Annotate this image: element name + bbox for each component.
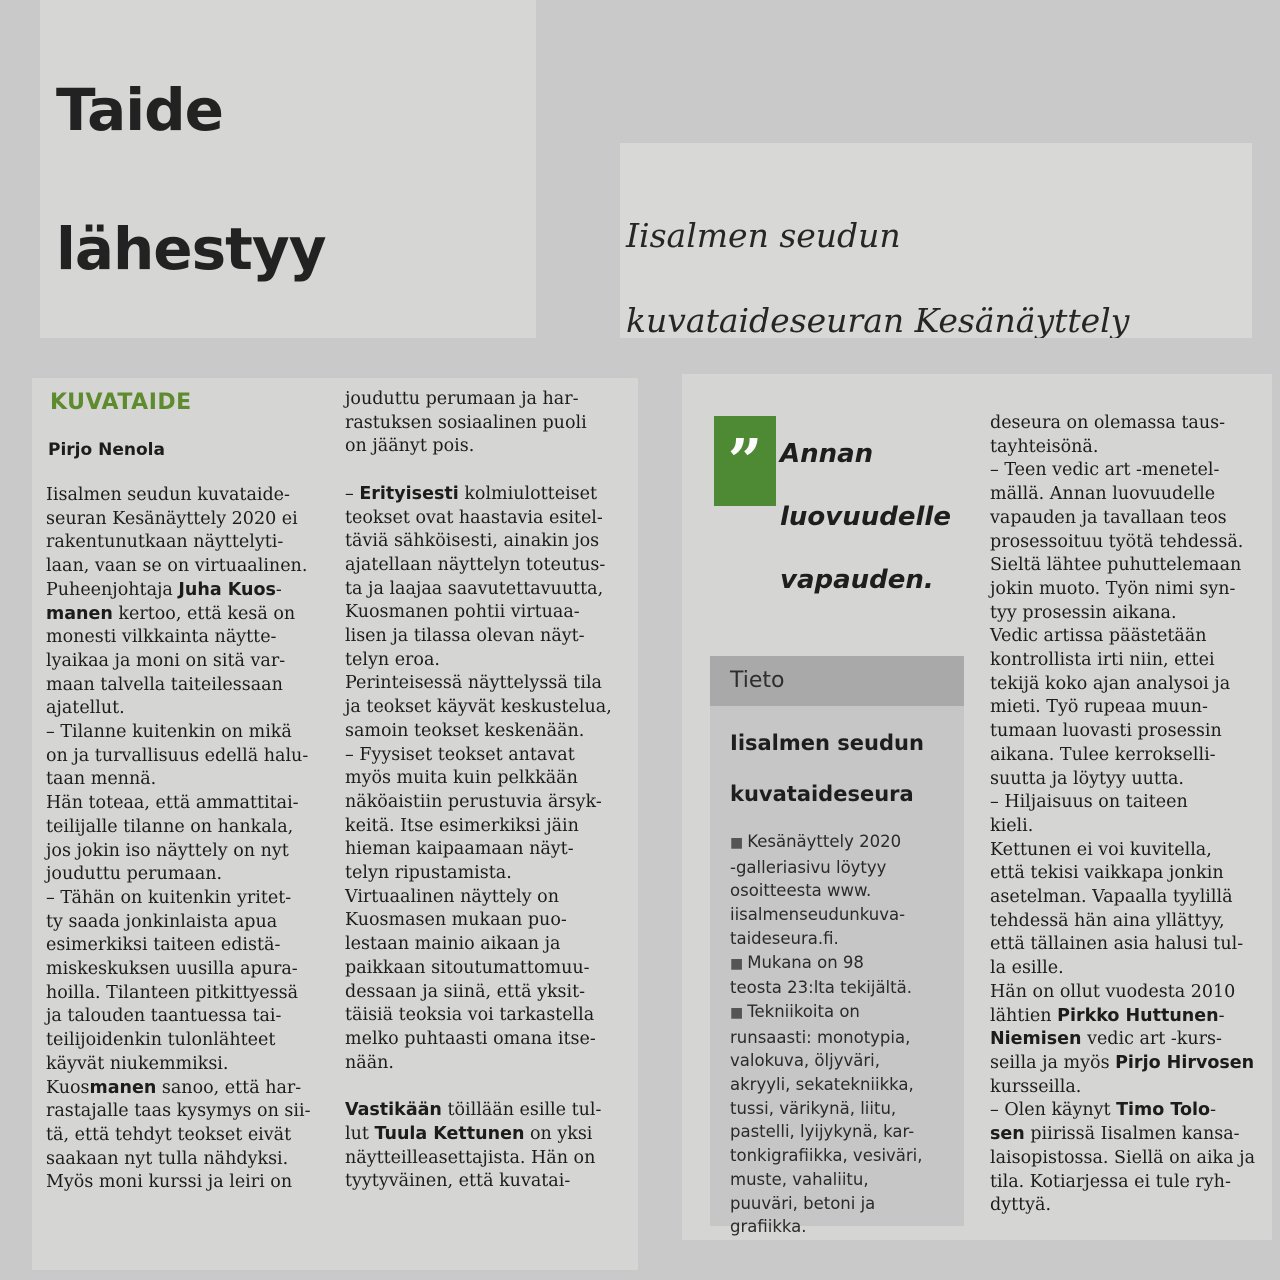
article-line: myös muita kuin pelkkään xyxy=(345,768,578,789)
info-box-item-text: teosta 23:lta tekijältä. xyxy=(730,978,912,998)
article-line: ta ja laajaa saavutettavuutta, xyxy=(345,578,604,599)
article-line: tyytyväinen, että kuvatai- xyxy=(345,1171,571,1192)
article-line: että tällainen asia halusi tul- xyxy=(990,934,1244,955)
article-line: kieli. xyxy=(990,815,1034,836)
info-box-title-line: kuvataideseura xyxy=(730,782,914,806)
article-line: on jäänyt pois. xyxy=(345,436,475,457)
info-box-title xyxy=(730,728,964,809)
article-line: melko puhtaasti omana itse- xyxy=(345,1028,596,1049)
article-line: Puheenjohtaja Juha Kuos- xyxy=(46,579,282,600)
article-line: asetelman. Vapaalla tyylillä xyxy=(990,887,1233,908)
article-line: esimerkiksi taiteen edistä- xyxy=(46,935,281,956)
article-line: tä, että tehdyt teokset eivät xyxy=(46,1124,292,1145)
article-line: lyaikaa ja moni on sitä var- xyxy=(46,650,286,671)
info-box-item-text: grafiikka. xyxy=(730,1217,807,1237)
article-line: lähtien Pirkko Huttunen- xyxy=(990,1005,1225,1026)
info-box-item-line xyxy=(730,1192,958,1216)
article-line: Iisalmen seudun kuvataide- xyxy=(46,485,290,505)
article-line: tekijä koko ajan analysoi ja xyxy=(990,673,1231,694)
article-line: ajatellut. xyxy=(46,698,125,719)
article-line: – Olen käynyt Timo Tolo- xyxy=(990,1100,1216,1121)
info-box-item-line xyxy=(730,879,958,903)
article-line: ja talouden taantuessa tai- xyxy=(46,1006,282,1027)
article-line: tumaan luovasti prosessin xyxy=(990,721,1222,742)
article-line: tyy prosessin aikana. xyxy=(990,602,1177,623)
article-line: saakaan nyt tulla nähdyksi. xyxy=(46,1148,289,1169)
article-line: Virtuaalinen näyttely on xyxy=(345,886,559,907)
article-line: ja teokset käyvät keskustelua, xyxy=(345,697,612,718)
info-box-list xyxy=(730,830,958,1239)
article-line: jouduttu perumaan. xyxy=(46,864,223,885)
square-bullet-icon: ■ xyxy=(730,955,744,972)
article-line: telyn ripustamista. xyxy=(345,863,512,884)
article-line: nään. xyxy=(345,1052,394,1073)
article-line: aikana. Tulee kerrokselli- xyxy=(990,744,1216,765)
article-line: jokin muoto. Työn nimi syn- xyxy=(990,578,1236,599)
article-line: kursseilla. xyxy=(990,1076,1082,1097)
article-line: sen piirissä Iisalmen kansa- xyxy=(990,1124,1240,1145)
article-line: täisiä teoksia voi tarkastella xyxy=(345,1005,595,1026)
article-line: rastuksen sosiaalinen puoli xyxy=(345,412,587,433)
article-line: rakentunutkaan näyttelyti- xyxy=(46,532,284,553)
section-label: KUVATAIDE xyxy=(50,390,192,415)
article-line: mällä. Annan luovuudelle xyxy=(990,484,1216,505)
article-line: jouduttu perumaan ja har- xyxy=(345,389,579,409)
article-line: jos jokin iso näyttely on nyt xyxy=(46,840,289,861)
info-box-item-text: tonkigrafiikka, vesiväri, xyxy=(730,1146,923,1166)
byline: Pirjo Nenola xyxy=(48,440,165,460)
deck-subheading xyxy=(626,177,1129,338)
quote-mark-icon: ” xyxy=(714,416,776,506)
info-box-item-text: -galleriasivu löytyy xyxy=(730,857,887,877)
info-box-item-line xyxy=(730,856,958,880)
article-line: Hän toteaa, että ammattitai- xyxy=(46,793,299,814)
article-line: teilijoidenkin tulonlähteet xyxy=(46,1030,276,1051)
article-line: laisopistossa. Siellä on aika ja xyxy=(990,1147,1256,1168)
article-line: prosessoituu työtä tehdessä. xyxy=(990,531,1244,552)
pull-quote-line: Annan xyxy=(780,439,874,469)
info-box-item-text: runsaasti: monotypia, xyxy=(730,1027,911,1047)
article-line: käyvät niukemmiksi. xyxy=(46,1053,229,1074)
info-box-item-line xyxy=(730,830,958,856)
info-box-item-line xyxy=(730,1049,958,1073)
article-line: paikkaan sitoutumattomuu- xyxy=(345,957,590,978)
square-bullet-icon: ■ xyxy=(730,1004,744,1021)
article-line: manen kertoo, että kesä on xyxy=(46,603,296,624)
article-line: teokset ovat haastavia esitel- xyxy=(345,507,603,528)
article-line: Kuosmanen pohtii virtuaa- xyxy=(345,602,580,623)
info-box-item-line xyxy=(730,1168,958,1192)
article-line: on ja turvallisuus edellä halu- xyxy=(46,745,309,766)
info-box-item-text: akryyli, sekatekniikka, xyxy=(730,1075,914,1095)
article-line: näytteilleasettajista. Hän on xyxy=(345,1147,596,1168)
info-box-item-text: Tekniikoita on xyxy=(747,1001,860,1021)
article-line: Niemisen vedic art -kurs- xyxy=(990,1029,1222,1050)
info-box-item-line xyxy=(730,1215,958,1239)
info-box-item-text: Kesänäyttely 2020 xyxy=(747,832,902,851)
info-box-item-line xyxy=(730,1097,958,1121)
info-box xyxy=(710,656,964,1237)
article-line: täviä sähköisesti, ainakin jos xyxy=(345,531,600,552)
article-line: taan mennä. xyxy=(46,769,157,790)
square-bullet-icon: ■ xyxy=(730,835,744,851)
article-line xyxy=(345,1075,627,1099)
info-box-item-text: puuväri, betoni ja xyxy=(730,1193,876,1213)
article-line: dyttyä. xyxy=(990,1195,1052,1216)
article-line: Vastikään töillään esille tul- xyxy=(345,1100,602,1121)
article-line: maan talvella taiteilessaan xyxy=(46,674,283,695)
headline-clipping xyxy=(40,0,536,338)
info-box-item-text: valokuva, öljyväri, xyxy=(730,1051,880,1071)
article-line: mieti. Työ rupeaa muun- xyxy=(990,697,1208,718)
article-line: tayhteisönä. xyxy=(990,436,1099,457)
article-line: Hän on ollut vuodesta 2010 xyxy=(990,981,1236,1002)
article-line: rastajalle taas kysymys on sii- xyxy=(46,1101,311,1122)
article-line: dessaan ja siinä, että yksit- xyxy=(345,981,586,1002)
article-line: lisen ja tilassa olevan näyt- xyxy=(345,626,585,647)
article-line: Kuosmasen mukaan puo- xyxy=(345,910,567,931)
deck-clipping xyxy=(620,143,1252,338)
article-line: miskeskuksen uusilla apura- xyxy=(46,959,298,980)
article-line: – Tähän on kuitenkin yritet- xyxy=(46,887,292,908)
article-line: Sieltä lähtee puhuttelemaan xyxy=(990,555,1242,576)
article-line: suutta ja löytyy uutta. xyxy=(990,768,1184,789)
article-column-1 xyxy=(46,484,326,1195)
info-box-item-line xyxy=(730,1144,958,1168)
article-line: näköaistiin perustuvia ärsyk- xyxy=(345,791,602,812)
info-box-item-text: Mukana on 98 xyxy=(747,952,864,972)
article-line: ty saada jonkinlaista apua xyxy=(46,911,278,932)
info-box-item-line xyxy=(730,903,958,927)
info-box-item-line xyxy=(730,976,958,1000)
headline-line: lähestyy xyxy=(56,215,326,283)
article-line: Kettunen ei voi kuvitella, xyxy=(990,839,1212,860)
info-box-item-text: taideseura.fi. xyxy=(730,928,839,948)
article-line: – Erityisesti kolmiulotteiset xyxy=(345,483,598,504)
headline-line: Taide xyxy=(56,76,223,144)
pull-quote-line: vapauden. xyxy=(780,565,934,595)
article-line: Perinteisessä näyttelyssä tila xyxy=(345,673,602,694)
article-line: monesti vilkkainta näytte- xyxy=(46,627,277,648)
article-line: Myös moni kurssi ja leiri on xyxy=(46,1172,293,1193)
pull-quote-line: luovuudelle xyxy=(780,502,951,532)
article-line: lut Tuula Kettunen on yksi xyxy=(345,1123,593,1144)
article-line: Vedic artissa päästetään xyxy=(990,626,1207,647)
article-clipping-left xyxy=(32,378,638,1270)
article-line: tehdessä hän aina yllättyy, xyxy=(990,910,1225,931)
article-line: – Fyysiset teokset antavat xyxy=(345,744,575,765)
article-line: deseura on olemassa taus- xyxy=(990,413,1226,433)
article-line: teilijalle tilanne on hankala, xyxy=(46,816,294,837)
article-line: la esille. xyxy=(990,958,1064,979)
article-line: keitä. Itse esimerkiksi jäin xyxy=(345,815,579,836)
article-line: vapauden ja tavallaan teos xyxy=(990,507,1227,528)
info-box-item-line xyxy=(730,951,958,977)
article-line: hieman kaipaamaan näyt- xyxy=(345,839,574,860)
deck-line: Iisalmen seudun xyxy=(626,216,901,255)
headline xyxy=(56,12,449,338)
article-line: – Hiljaisuus on taiteen xyxy=(990,792,1188,813)
article-line: tila. Kotiarjessa ei tule ryh- xyxy=(990,1171,1231,1192)
article-line: – Teen vedic art -menetel- xyxy=(990,460,1220,481)
article-line xyxy=(345,459,627,483)
article-line: että tekisi vaikkapa jonkin xyxy=(990,863,1224,884)
article-line: laan, vaan se on virtuaalinen. xyxy=(46,556,308,577)
info-box-title-line: Iisalmen seudun xyxy=(730,731,924,755)
info-box-item-line xyxy=(730,927,958,951)
info-box-item-text: iisalmenseudunkuva- xyxy=(730,905,906,925)
article-line: ajatellaan näyttelyn toteutus- xyxy=(345,554,606,575)
article-line: seuran Kesänäyttely 2020 ei xyxy=(46,508,298,529)
article-line: seilla ja myös Pirjo Hirvosen xyxy=(990,1052,1255,1073)
info-box-item-line xyxy=(730,1120,958,1144)
info-box-item-line xyxy=(730,1026,958,1050)
article-column-2 xyxy=(345,388,627,1194)
pull-quote xyxy=(780,410,951,625)
article-line: telyn eroa. xyxy=(345,649,440,670)
article-line: samoin teokset keskenään. xyxy=(345,720,585,741)
deck-line: kuvataideseuran Kesänäyttely xyxy=(626,301,1130,338)
info-box-item-text: pastelli, lyijykynä, kar- xyxy=(730,1122,915,1142)
info-box-item-text: tussi, värikynä, liitu, xyxy=(730,1098,897,1118)
article-line: – Tilanne kuitenkin on mikä xyxy=(46,722,292,743)
info-box-item-line xyxy=(730,1073,958,1097)
article-line: Kuosmanen sanoo, että har- xyxy=(46,1077,302,1098)
article-line: kontrollista irti niin, ettei xyxy=(990,650,1215,671)
article-line: lestaan mainio aikaan ja xyxy=(345,934,561,955)
info-box-item-text: osoitteesta www. xyxy=(730,881,872,901)
info-box-item-line xyxy=(730,1000,958,1026)
article-column-3 xyxy=(990,412,1258,1218)
article-line: hoilla. Tilanteen pitkittyessä xyxy=(46,982,299,1003)
info-box-item-text: muste, vahaliitu, xyxy=(730,1169,869,1189)
info-box-header: Tieto xyxy=(710,656,964,706)
article-clipping-right xyxy=(682,374,1272,1240)
